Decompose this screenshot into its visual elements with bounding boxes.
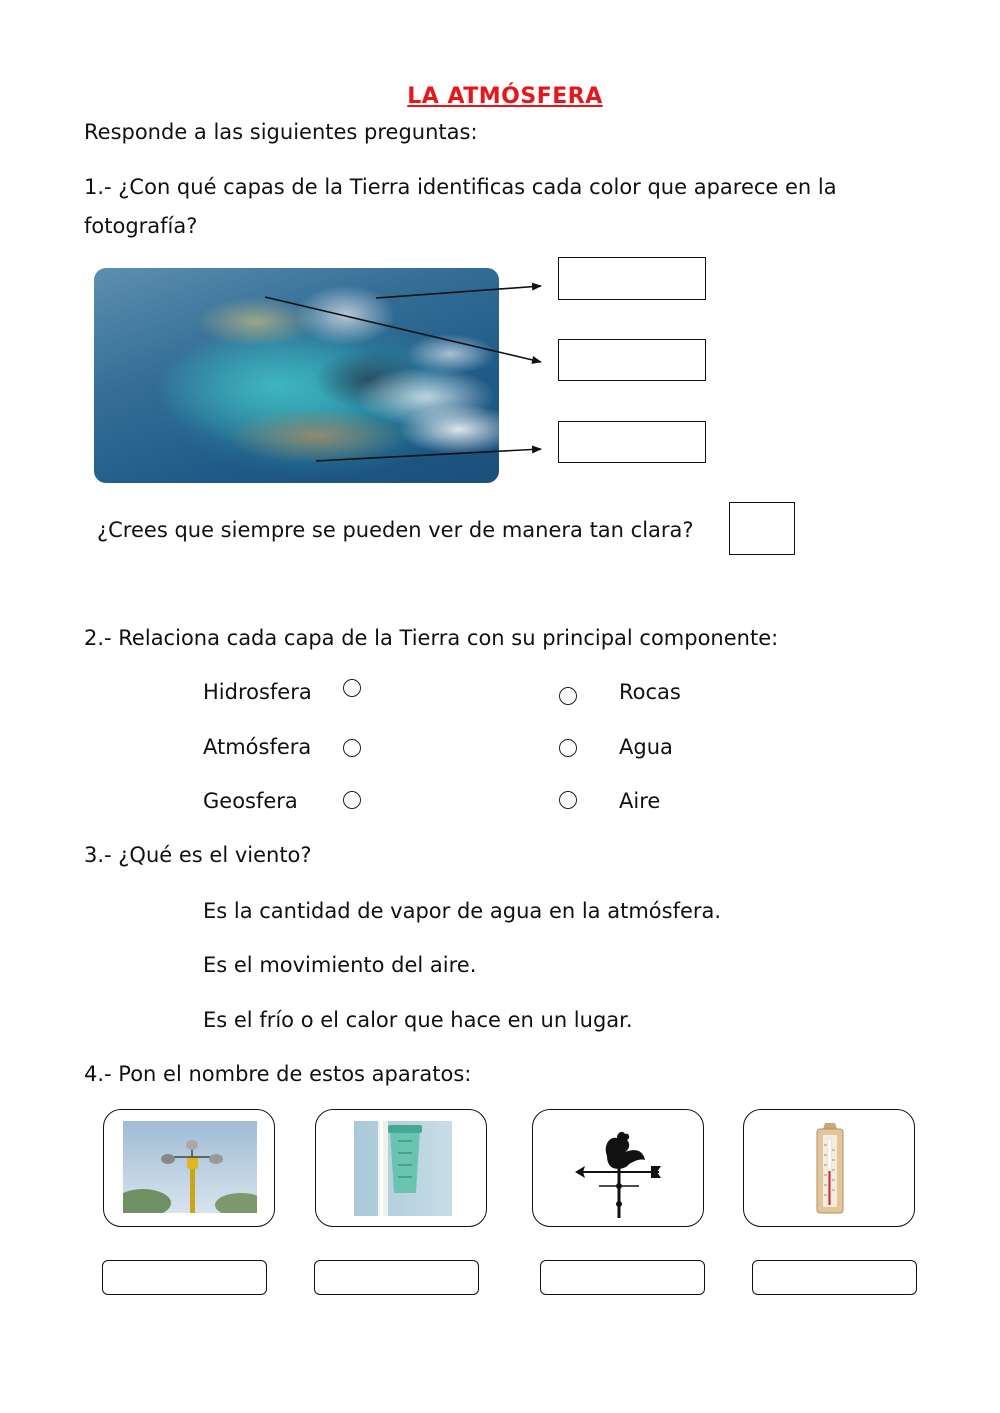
- device-name-input-1[interactable]: [102, 1260, 267, 1295]
- question-2-prompt: 2.- Relaciona cada capa de la Tierra con su principal componente:: [84, 626, 779, 650]
- component-rocas: Rocas: [619, 680, 681, 704]
- device-name-input-3[interactable]: [540, 1260, 705, 1295]
- device-card-2: [315, 1109, 487, 1227]
- question-3-prompt: 3.- ¿Qué es el viento?: [84, 843, 312, 867]
- anemometer-image: [123, 1121, 257, 1213]
- wind-option-2[interactable]: Es el movimiento del aire.: [203, 953, 477, 977]
- match-dot-atmosfera[interactable]: [343, 739, 361, 757]
- wind-option-3[interactable]: Es el frío o el calor que hace en un lugar.: [203, 1008, 633, 1032]
- question-1-line-2: fotografía?: [84, 214, 198, 238]
- instructions: Responde a las siguientes preguntas:: [84, 120, 478, 144]
- photo-arrows: [0, 0, 1000, 520]
- question-1-followup: ¿Crees que siempre se pueden ver de manera tan clara?: [97, 518, 694, 542]
- thermometer-image: [805, 1121, 855, 1217]
- match-dot-hidrosfera[interactable]: [343, 679, 361, 697]
- device-name-input-2[interactable]: [314, 1260, 479, 1295]
- layer-hidrosfera: Hidrosfera: [203, 680, 312, 704]
- arrow-to-box-3: [316, 449, 541, 461]
- page-title: LA ATMÓSFERA: [407, 84, 603, 109]
- device-card-3: [532, 1109, 704, 1227]
- match-dot-aire[interactable]: [559, 791, 577, 809]
- wind-option-1[interactable]: Es la cantidad de vapor de agua en la atmósfera.: [203, 899, 722, 923]
- match-dot-rocas[interactable]: [559, 687, 577, 705]
- weather-vane-image: [569, 1120, 669, 1220]
- arrow-to-box-2: [265, 297, 541, 362]
- followup-answer-box[interactable]: [729, 502, 795, 555]
- match-dot-agua[interactable]: [559, 739, 577, 757]
- device-name-input-4[interactable]: [752, 1260, 917, 1295]
- component-aire: Aire: [619, 789, 661, 813]
- layer-geosfera: Geosfera: [203, 789, 298, 813]
- device-card-1: [103, 1109, 275, 1227]
- layer-atmosfera: Atmósfera: [203, 735, 312, 759]
- question-4-prompt: 4.- Pon el nombre de estos aparatos:: [84, 1062, 472, 1086]
- match-dot-geosfera[interactable]: [343, 791, 361, 809]
- component-agua: Agua: [619, 735, 673, 759]
- arrow-to-box-1: [376, 286, 541, 298]
- question-1-line-1: 1.- ¿Con qué capas de la Tierra identificas cada color que aparece en la: [84, 175, 837, 199]
- rain-gauge-image: [354, 1121, 452, 1216]
- device-card-4: [743, 1109, 915, 1227]
